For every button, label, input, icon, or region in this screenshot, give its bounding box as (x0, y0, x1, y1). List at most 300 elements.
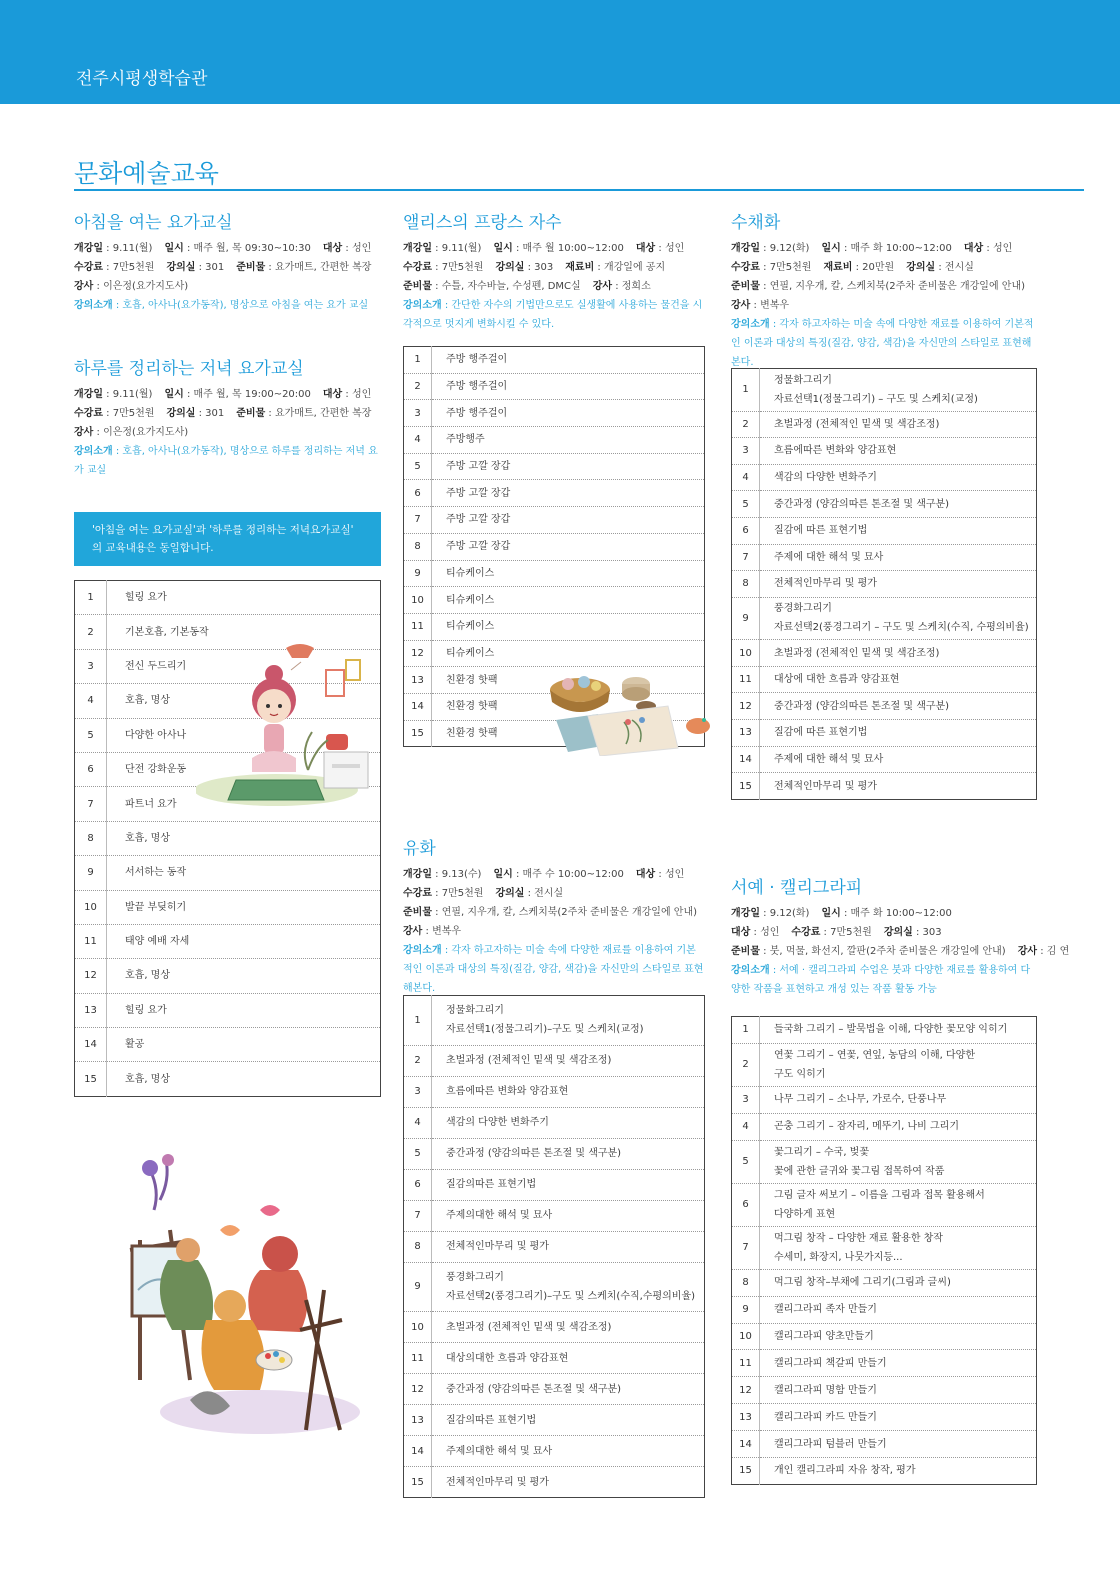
info-label: 일시 (493, 243, 513, 254)
table-row (75, 856, 381, 890)
row-content: 호흡, 명상 (107, 821, 381, 855)
row-number: 12 (75, 959, 107, 993)
row-content: 기본호흡, 기본동작 (107, 615, 381, 649)
row-number: 12 (404, 640, 432, 667)
info-label: 준비물 (236, 408, 266, 419)
row-number: 4 (732, 1113, 760, 1140)
course-title: 서예 · 캘리그라피 (731, 878, 863, 898)
row-content: 개인 캘리그라피 자유 창작, 평가 (774, 1465, 916, 1477)
table-row (404, 1467, 705, 1498)
row-content: 질감에 따른 표현기법 (760, 720, 1037, 747)
info-label: 준비물 (236, 262, 266, 273)
row-content: 주방행주 (432, 427, 705, 454)
row-content: 주제의대한 해석 및 묘사 (432, 1436, 705, 1467)
table-row (732, 666, 1037, 693)
row-number: 8 (732, 1269, 760, 1296)
course-info-line: 강사 : 이은정(요가지도사) (74, 281, 189, 292)
row-content: 단전 강화운동 (107, 752, 381, 786)
info-value: 303 (922, 927, 942, 938)
row-number: 7 (732, 544, 760, 571)
row-number: 13 (732, 720, 760, 747)
info-label: 일시 (493, 869, 513, 880)
row-number: 13 (732, 1404, 760, 1431)
header-bar (0, 0, 1120, 104)
course-title: 수채화 (731, 213, 781, 233)
row-number: 8 (732, 571, 760, 598)
row-number: 13 (404, 667, 432, 694)
row-content: 중간과정 (양감의따른 톤조절 및 색구분) (432, 1374, 705, 1405)
info-label: 수강료 (791, 927, 821, 938)
table-row (732, 1113, 1037, 1140)
course-intro: 강의소개 : 간단한 자수의 기법만으로도 실생활에 사용하는 물건을 시각적으로 멋지게 변화시킬 수 있다. (403, 300, 703, 330)
course-info-line: 수강료 : 7만5천원 강의실 : 301 준비물 : 요가매트, 간편한 복장 (74, 408, 372, 419)
row-number: 9 (404, 560, 432, 587)
row-number: 3 (404, 400, 432, 427)
info-value: 7만5천원 (441, 888, 484, 899)
table-row (732, 464, 1037, 491)
course-info-line: 강사 : 변복우 (403, 926, 462, 937)
course-info-line: 수강료 : 7만5천원 강의실 : 303 재료비 : 개강일에 공지 (403, 262, 666, 273)
row-content: 연꽃 그리기 – 연꽃, 연잎, 농담의 이해, 다양한 구도 익히기 (760, 1043, 1037, 1086)
info-value: 요가매트, 간편한 복장 (274, 408, 372, 419)
row-number: 1 (404, 996, 432, 1046)
row-number: 12 (732, 1377, 760, 1404)
table-row (404, 613, 705, 640)
table-row (404, 1045, 705, 1076)
info-label: 강의실 (166, 262, 196, 273)
row-number: 3 (732, 1086, 760, 1113)
intro-text: 간단한 자수의 기법만으로도 실생활에 사용하는 물건을 시각적으로 멋지게 변화시킬 수 있다. (403, 300, 703, 330)
info-label: 강의실 (883, 927, 913, 938)
info-label: 대상 (322, 243, 343, 254)
row-content: 힐링 요가 (107, 581, 381, 615)
row-number: 7 (732, 1226, 760, 1269)
row-number: 9 (732, 597, 760, 640)
table-row (404, 533, 705, 560)
table-row (732, 1226, 1037, 1269)
table-row (75, 959, 381, 993)
row-content: 먹그림 창작 – 다양한 재료 활용한 창작 수세미, 화장지, 나뭇가지등... (760, 1226, 1037, 1269)
row-number: 12 (732, 693, 760, 720)
row-content: 친환경 핫팩 (432, 667, 705, 694)
info-value: 9.11(월) (112, 389, 153, 400)
intro-text: 서예 · 캘리그라피 수업은 붓과 다양한 재료를 활용하여 다양한 작품을 표현하고 개성 있는 작품 활동 가능 (731, 965, 1031, 995)
row-content: 그림 글자 써보기 – 이름을 그림과 접목 활용해서 다양하게 표현 (760, 1183, 1037, 1226)
info-value: 성인 (664, 869, 685, 880)
row-number: 14 (404, 693, 432, 720)
course-info-line: 수강료 : 7만5천원 재료비 : 20만원 강의실 : 전시실 (731, 262, 974, 273)
table-row (732, 1183, 1037, 1226)
course-info-line: 개강일 : 9.11(월) 일시 : 매주 월, 목 09:30~10:30 대상 : 성인 (74, 243, 372, 254)
info-label: 대상 (635, 243, 656, 254)
row-number: 1 (404, 347, 432, 374)
row-content: 대상에 대한 흐름과 양감표현 (760, 666, 1037, 693)
course-title: 유화 (403, 839, 436, 859)
intro-text: 각자 하고자하는 미술 속에 다양한 재료를 이용하여 기본적인 이론과 대상의 특징(질감, 양감, 색감)을 자신만의 스타일로 표현해본다. (731, 319, 1034, 368)
row-number: 4 (732, 464, 760, 491)
info-value: 7만5천원 (112, 408, 155, 419)
row-content: 티슈케이스 (432, 640, 705, 667)
row-number: 5 (75, 718, 107, 752)
row-number: 6 (732, 1183, 760, 1226)
course-watercolor (731, 208, 1037, 372)
table-row (732, 491, 1037, 518)
info-label: 개강일 (74, 389, 103, 400)
info-label: 개강일 (403, 243, 432, 254)
row-number: 13 (75, 993, 107, 1027)
info-value: 수틀, 자수바늘, 수성펜, DMC실 (441, 281, 581, 292)
info-label: 준비물 (731, 281, 760, 292)
row-content: 초벌과정 (전체적인 밑색 및 색감조정) (760, 640, 1037, 667)
organization-name: 전주시평생학습관 (76, 69, 208, 89)
table-row (732, 1323, 1037, 1350)
info-value: 매주 화 10:00~12:00 (850, 908, 952, 919)
table-row (732, 1043, 1037, 1086)
row-content: 대상의대한 흐름과 양감표현 (432, 1343, 705, 1374)
intro-text: 호흡, 아사나(요가동작), 명상으로 아침을 여는 요가 교실 (122, 300, 369, 311)
row-content: 다양한 아사나 (107, 718, 381, 752)
info-value: 7만5천원 (112, 262, 155, 273)
info-value: 9.11(월) (112, 243, 153, 254)
table-row (404, 1262, 705, 1312)
row-number: 14 (75, 1028, 107, 1062)
info-value: 정희소 (621, 281, 651, 292)
row-number: 8 (404, 533, 432, 560)
info-label: 개강일 (403, 869, 432, 880)
table-row (732, 773, 1037, 800)
info-label: 대상 (963, 243, 984, 254)
table-row (404, 1405, 705, 1436)
table-row (404, 560, 705, 587)
table-row (732, 1140, 1037, 1183)
row-content: 정물화그리기 자료선택1(정물그리기)–구도 및 스케치(교정) (432, 996, 705, 1046)
row-number: 1 (732, 369, 760, 412)
row-number: 5 (404, 453, 432, 480)
table-row (404, 587, 705, 614)
info-value: 9.13(수) (441, 869, 482, 880)
row-content: 질감에 따른 표현기법 (760, 517, 1037, 544)
watercolor-curriculum-table (731, 368, 1037, 800)
info-value: 변복우 (432, 926, 462, 937)
table-row (404, 1169, 705, 1200)
row-number: 7 (75, 787, 107, 821)
info-label: 강사 (403, 926, 423, 937)
table-row (404, 427, 705, 454)
course-info-line: 개강일 : 9.12(화) 일시 : 매주 화 10:00~12:00 대상 : 성인 (731, 243, 1013, 254)
row-content: 색감의 다양한 변화주기 (432, 1107, 705, 1138)
row-number: 6 (404, 1169, 432, 1200)
embroidery-basket-icon (528, 662, 724, 756)
info-label: 강의실 (166, 408, 196, 419)
table-row (75, 1062, 381, 1096)
intro-label: 강의소개 (731, 319, 770, 330)
table-row (75, 924, 381, 958)
table-row (732, 544, 1037, 571)
table-row (732, 438, 1037, 465)
row-content: 전체적인마무리 및 평가 (446, 1476, 549, 1488)
row-number: 11 (732, 1350, 760, 1377)
table-row (404, 373, 705, 400)
row-content: 중간과정 (양감의따른 톤조절 및 색구분) (432, 1138, 705, 1169)
row-content: 초벌과정 (전체적인 밑색 및 색감조정) (432, 1045, 705, 1076)
row-content: 곤충 그리기 – 잠자리, 메뚜기, 나비 그리기 (760, 1113, 1037, 1140)
course-info-line: 준비물 : 붓, 먹물, 화선지, 깔판(2주차 준비물은 개강일에 안내) 강사 : 김 연 (731, 946, 1070, 957)
table-row (732, 1431, 1037, 1458)
row-content: 주제에 대한 해석 및 묘사 (760, 746, 1037, 773)
row-number: 13 (404, 1405, 432, 1436)
row-number: 9 (732, 1296, 760, 1323)
row-content: 호흡, 명상 (107, 959, 381, 993)
info-label: 수강료 (74, 408, 103, 419)
section-title: 문화예술교육 (74, 159, 219, 188)
course-info-line: 개강일 : 9.11(월) 일시 : 매주 월, 목 19:00~20:00 대상 : 성인 (74, 389, 372, 400)
info-label: 일시 (821, 908, 841, 919)
info-label: 수강료 (403, 262, 432, 273)
intro-label: 강의소개 (731, 965, 770, 976)
info-label: 준비물 (731, 946, 760, 957)
row-content: 캘리그라피 책갈피 만들기 (760, 1350, 1037, 1377)
table-row (732, 746, 1037, 773)
row-content: 힐링 요가 (107, 993, 381, 1027)
row-content: 전체적인마무리 및 평가 (760, 571, 1037, 598)
info-label: 강사 (731, 300, 751, 311)
table-row (732, 369, 1037, 412)
table-row (732, 597, 1037, 640)
row-content: 중간과정 (양감의따른 톤조절 및 색구분) (760, 491, 1037, 518)
row-content: 풍경화그리기 자료선택2(풍경그리기)–구도 및 스케치(수직,수평의비율) (432, 1262, 705, 1312)
info-value: 김 연 (1046, 946, 1070, 957)
row-content: 주제의대한 해석 및 묘사 (432, 1200, 705, 1231)
info-label: 일시 (164, 389, 184, 400)
table-row (732, 1350, 1037, 1377)
table-row (732, 640, 1037, 667)
row-content: 질감의따른 표현기법 (432, 1169, 705, 1200)
course-yoga-morning (74, 208, 384, 315)
row-number: 15 (404, 720, 432, 747)
info-value: 변복우 (760, 300, 790, 311)
table-row (75, 821, 381, 855)
row-number: 15 (404, 1467, 432, 1498)
info-value: 성인 (992, 243, 1013, 254)
row-number: 14 (404, 1436, 432, 1467)
table-row (404, 1231, 705, 1262)
intro-text: 각자 하고자하는 미술 속에 다양한 재료를 이용하여 기본적인 이론과 대상의 특징(질감, 양감, 색감)을 자신만의 스타일로 표현해본다. (403, 945, 704, 994)
table-row (732, 517, 1037, 544)
info-label: 강사 (74, 427, 94, 438)
intro-label: 강의소개 (403, 945, 442, 956)
table-row (404, 507, 705, 534)
row-content: 티슈케이스 (432, 613, 705, 640)
row-content: 티슈케이스 (432, 560, 705, 587)
intro-label: 강의소개 (403, 300, 442, 311)
row-content: 주제에 대한 해석 및 묘사 (760, 544, 1037, 571)
row-number: 2 (732, 411, 760, 438)
row-content: 친환경 핫팩 (432, 693, 705, 720)
row-number: 15 (732, 773, 760, 800)
row-content: 주방 행주걸이 (432, 373, 705, 400)
table-row (732, 1269, 1037, 1296)
table-row (732, 693, 1037, 720)
course-info-line: 준비물 : 연필, 지우개, 칼, 스케치북(2주차 준비물은 개강일에 안내) (403, 907, 698, 918)
course-info-line: 강사 : 변복우 (731, 300, 790, 311)
info-label: 수강료 (403, 888, 432, 899)
info-label: 개강일 (731, 908, 760, 919)
row-content: 발끝 부딪히기 (107, 890, 381, 924)
table-row (732, 1458, 1037, 1485)
row-content: 정물화그리기 자료선택1(정물그리기) – 구도 및 스케치(교정) (760, 369, 1037, 412)
table-row (404, 1200, 705, 1231)
info-label: 수강료 (731, 262, 760, 273)
info-value: 7만5천원 (769, 262, 812, 273)
info-label: 강의실 (495, 888, 525, 899)
row-number: 3 (732, 438, 760, 465)
course-title: 앨리스의 프랑스 자수 (403, 213, 562, 233)
course-intro: 강의소개 : 서예 · 캘리그라피 수업은 붓과 다양한 재료를 활용하여 다양한 작품을 표현하고 개성 있는 작품 활동 가능 (731, 965, 1031, 995)
oil-curriculum-table (403, 995, 705, 1498)
info-value: 이은정(요가지도사) (103, 427, 189, 438)
info-value: 7만5천원 (830, 927, 872, 938)
table-row (732, 571, 1037, 598)
table-row (404, 480, 705, 507)
info-label: 강사 (592, 281, 613, 292)
table-row (404, 996, 705, 1046)
intro-label: 강의소개 (74, 446, 113, 457)
course-info-line: 대상 : 성인 수강료 : 7만5천원 강의실 : 303 (731, 927, 942, 938)
course-yoga-evening (74, 354, 384, 480)
row-number: 2 (732, 1043, 760, 1086)
info-label: 재료비 (565, 262, 595, 273)
row-content: 호흡, 명상 (107, 684, 381, 718)
row-number: 7 (404, 507, 432, 534)
intro-text: 호흡, 아사나(요가동작), 명상으로 하루를 정리하는 저녁 요가 교실 (74, 446, 378, 476)
row-content: 캘리그라피 카드 만들기 (760, 1404, 1037, 1431)
info-value: 20만원 (862, 262, 895, 273)
info-label: 대상 (635, 869, 656, 880)
table-row (404, 1138, 705, 1169)
course-calligraphy (731, 873, 1070, 999)
info-label: 개강일 (731, 243, 760, 254)
row-content: 파트너 요가 (107, 787, 381, 821)
course-intro: 강의소개 : 각자 하고자하는 미술 속에 다양한 재료를 이용하여 기본적인 이론과 대상의 특징(질감, 양감, 색감)을 자신만의 스타일로 표현해본다. (731, 319, 1034, 368)
course-info-line: 준비물 : 수틀, 자수바늘, 수성펜, DMC실 강사 : 정희소 (403, 281, 651, 292)
row-number: 9 (75, 856, 107, 890)
course-info-line: 개강일 : 9.12(화) 일시 : 매주 화 10:00~12:00 (731, 908, 952, 919)
row-number: 5 (732, 491, 760, 518)
info-label: 개강일 (74, 243, 103, 254)
course-info-line: 강사 : 이은정(요가지도사) (74, 427, 189, 438)
row-number: 11 (732, 666, 760, 693)
row-content: 활공 (107, 1028, 381, 1062)
row-number: 15 (732, 1458, 760, 1485)
yoga-girl-icon (196, 640, 382, 810)
row-number: 5 (404, 1138, 432, 1169)
info-value: 매주 화 10:00~12:00 (850, 243, 952, 254)
row-number: 14 (732, 746, 760, 773)
notice-text: '아침을 여는 요가교실'과 '하루를 정리하는 저녁요가교실' 의 교육내용은 동일합니다. (92, 524, 354, 554)
info-value: 전시실 (944, 262, 974, 273)
row-number: 11 (75, 924, 107, 958)
intro-label: 강의소개 (74, 300, 113, 311)
row-number: 1 (732, 1017, 760, 1044)
row-content: 친환경 핫팩 (446, 727, 498, 739)
info-label: 준비물 (403, 281, 432, 292)
row-number: 7 (404, 1200, 432, 1231)
row-number: 6 (75, 752, 107, 786)
course-intro: 강의소개 : 호흡, 아사나(요가동작), 명상으로 하루를 정리하는 저녁 요가 교실 (74, 446, 378, 476)
table-row (732, 411, 1037, 438)
row-number: 10 (404, 587, 432, 614)
info-value: 301 (205, 408, 225, 419)
row-number: 10 (75, 890, 107, 924)
info-value: 성인 (664, 243, 685, 254)
info-value: 매주 월 10:00~12:00 (522, 243, 624, 254)
row-number: 8 (404, 1231, 432, 1262)
table-row (732, 1017, 1037, 1044)
row-number: 15 (75, 1062, 107, 1096)
row-number: 6 (404, 480, 432, 507)
row-content: 초벌과정 (전체적인 밑색 및 색감조정) (432, 1312, 705, 1343)
info-value: 붓, 먹물, 화선지, 깔판(2주차 준비물은 개강일에 안내) (769, 946, 1006, 957)
table-row (404, 1076, 705, 1107)
row-content: 질감의따른 표현기법 (432, 1405, 705, 1436)
calligraphy-curriculum-table (731, 1016, 1037, 1485)
row-number: 4 (404, 427, 432, 454)
row-number: 9 (404, 1262, 432, 1312)
row-number: 12 (404, 1374, 432, 1405)
row-content: 주방 고깔 장갑 (432, 453, 705, 480)
info-label: 재료비 (823, 262, 853, 273)
table-row (404, 1374, 705, 1405)
info-label: 일시 (164, 243, 184, 254)
row-content: 호흡, 명상 (125, 1073, 170, 1085)
table-row (75, 581, 381, 615)
course-info-line: 수강료 : 7만5천원 강의실 : 전시실 (403, 888, 564, 899)
table-row (732, 1404, 1037, 1431)
row-content: 캘리그라피 명함 만들기 (760, 1377, 1037, 1404)
row-content: 나무 그리기 – 소나무, 가로수, 단풍나무 (760, 1086, 1037, 1113)
info-value: 7만5천원 (441, 262, 484, 273)
row-content: 색감의 다양한 변화주기 (760, 464, 1037, 491)
table-row (732, 720, 1037, 747)
info-value: 9.12(화) (769, 243, 810, 254)
row-content: 들국화 그리기 – 발묵법을 이해, 다양한 꽃모양 익히기 (760, 1017, 1037, 1044)
info-value: 전시실 (534, 888, 564, 899)
row-number: 4 (75, 684, 107, 718)
info-value: 연필, 지우개, 칼, 스케치북(2주차 준비물은 개강일에 안내) (441, 907, 698, 918)
table-row (404, 400, 705, 427)
row-content: 주방 고깔 장갑 (432, 533, 705, 560)
course-intro: 강의소개 : 각자 하고자하는 미술 속에 다양한 재료를 이용하여 기본적인 이론과 대상의 특징(질감, 양감, 색감)을 자신만의 스타일로 표현해본다. (403, 945, 704, 994)
info-label: 강사 (74, 281, 94, 292)
info-label: 준비물 (403, 907, 432, 918)
row-number: 1 (75, 581, 107, 615)
info-label: 강의실 (906, 262, 936, 273)
row-number: 3 (75, 649, 107, 683)
info-value: 301 (205, 262, 225, 273)
info-value: 연필, 지우개, 칼, 스케치북(2주차 준비물은 개강일에 안내) (769, 281, 1026, 292)
table-row (732, 1377, 1037, 1404)
table-row (404, 1312, 705, 1343)
row-content: 초벌과정 (전체적인 밑색 및 색감조정) (760, 411, 1037, 438)
row-number: 5 (732, 1140, 760, 1183)
row-content: 캘리그라피 양초만들기 (760, 1323, 1037, 1350)
row-number: 2 (404, 1045, 432, 1076)
info-label: 수강료 (74, 262, 103, 273)
info-value: 매주 수 10:00~12:00 (522, 869, 624, 880)
info-value: 매주 월, 목 09:30~10:30 (193, 243, 311, 254)
table-row (404, 1436, 705, 1467)
row-number: 11 (404, 1343, 432, 1374)
